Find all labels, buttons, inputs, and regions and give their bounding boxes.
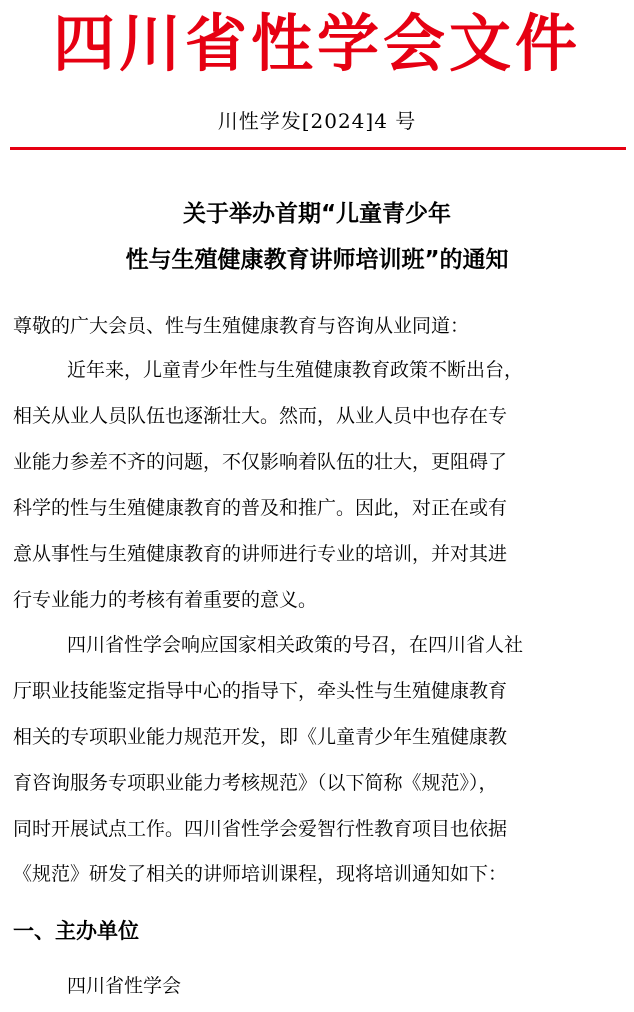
paragraph-1-line: 意从事性与生殖健康教育的讲师进行专业的培训，并对其进 (13, 543, 508, 565)
paragraph-1-line: 相关从业人员队伍也逐渐壮大。然而，从业人员中也存在专 (13, 405, 508, 427)
paragraph-1-line: 科学的性与生殖健康教育的普及和推广。因此，对正在或有 (13, 497, 508, 519)
paragraph-2-line: 同时开展试点工作。四川省性学会爱智行性教育项目也依据 (13, 818, 508, 840)
notice-title-line-1: 关于举办首期“儿童青少年 (182, 201, 452, 227)
paragraph-2-line: 相关的专项职业能力规范开发，即《儿童青少年生殖健康教 (13, 726, 508, 748)
document-header-title: 四川省性学会文件 (52, 7, 581, 80)
paragraph-1-line: 业能力参差不齐的问题，不仅影响着队伍的壮大，更阻碍了 (13, 451, 508, 473)
paragraph-1-line: 行专业能力的考核有着重要的意义。 (13, 589, 318, 611)
section-1-content: 四川省性学会 (67, 975, 182, 997)
paragraph-1-line: 近年来，儿童青少年性与生殖健康教育政策不断出台， (67, 359, 524, 381)
section-1-heading: 一、主办单位 (13, 919, 139, 943)
paragraph-2-line: 育咨询服务专项职业能力考核规范》（以下简称《规范》）， (13, 772, 498, 794)
header-divider (10, 147, 626, 150)
paragraph-2-line: 厅职业技能鉴定指导中心的指导下，牵头性与生殖健康教育 (13, 680, 508, 702)
paragraph-2-line: 四川省性学会响应国家相关政策的号召，在四川省人社 (67, 634, 524, 656)
salutation: 尊敬的广大会员、性与生殖健康教育与咨询从业同道： (13, 315, 470, 337)
paragraph-2-line: 《规范》研发了相关的讲师培训课程，现将培训通知如下： (13, 863, 508, 885)
document-number: 川性学发[2024]4 号 (217, 109, 417, 133)
notice-title-line-2: 性与生殖健康教育讲师培训班”的通知 (125, 247, 509, 273)
